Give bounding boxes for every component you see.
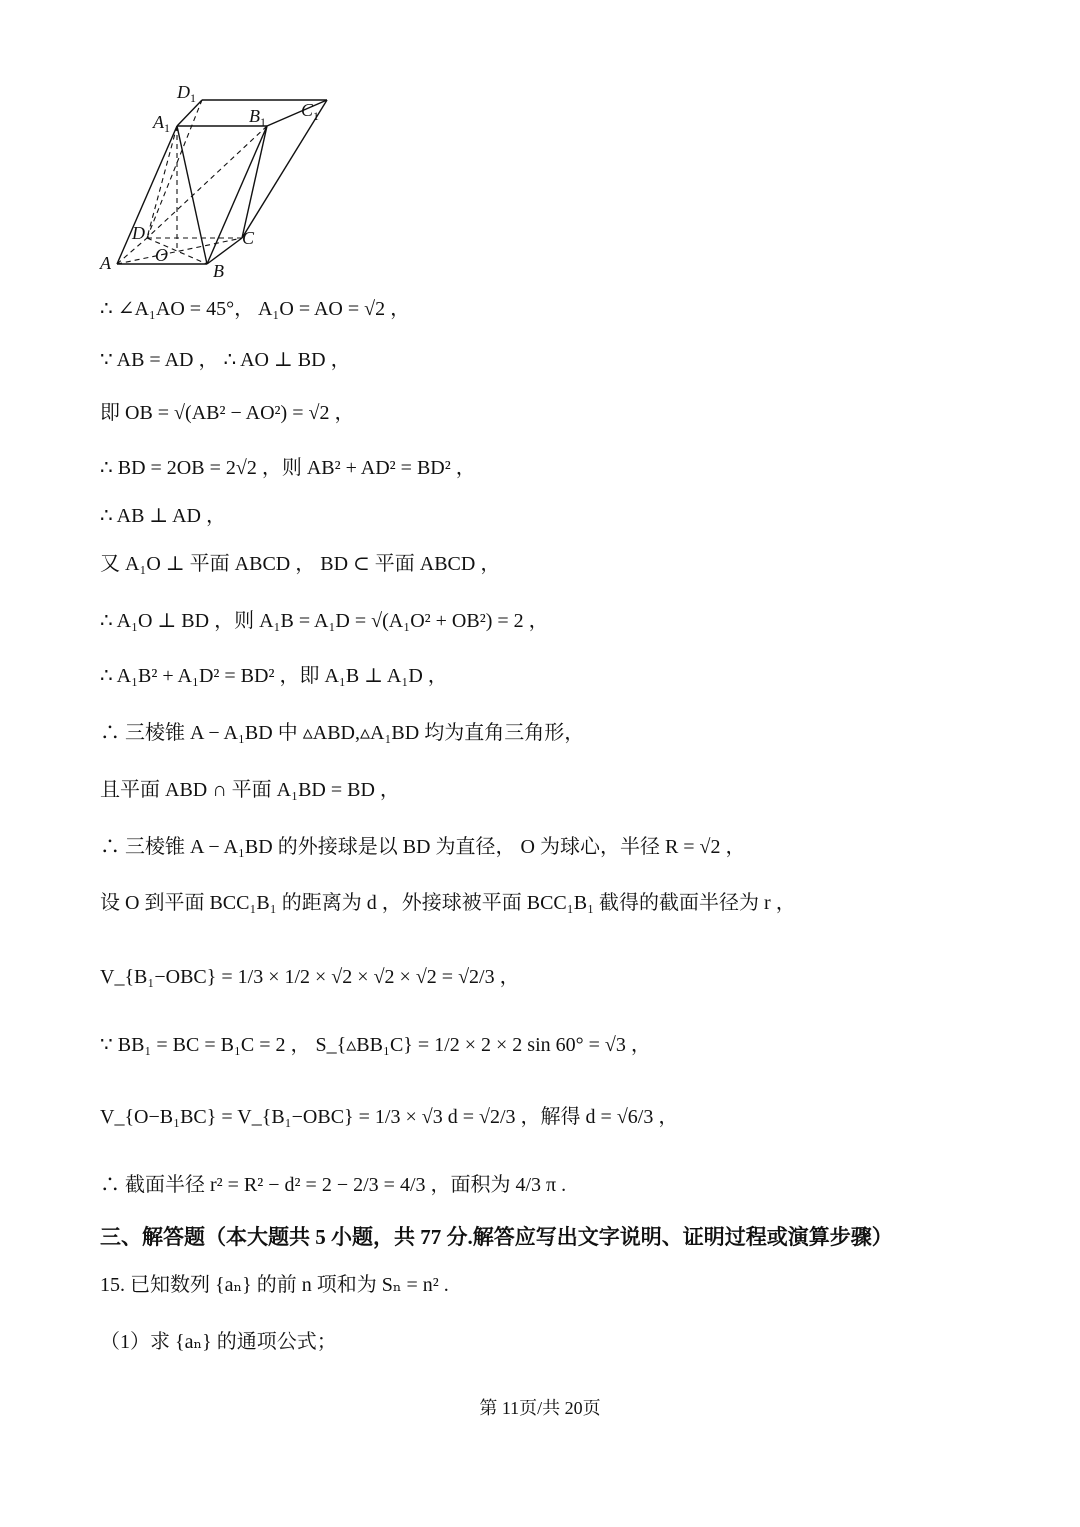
edge-b1-d: [147, 126, 267, 238]
solution-line-2: ∵ AB = AD ， ∴ AO ⊥ BD ，: [100, 349, 351, 371]
solution-line-8: ∴ A₁B² + A₁D² = BD² ，即 A₁B ⊥ A₁D ，: [100, 665, 448, 687]
edge-a1-b: [177, 126, 207, 264]
solution-line-6: 又 A₁O ⊥ 平面 ABCD ， BD ⊂ 平面 ABCD ，: [100, 553, 501, 575]
solution-line-10: 且平面 ABD ∩ 平面 A₁BD = BD ，: [100, 779, 400, 801]
label-a: A: [100, 253, 111, 273]
solution-line-5: ∴ AB ⊥ AD ，: [100, 505, 226, 527]
edge-b1-c: [242, 126, 267, 238]
edge-a-a1: [117, 126, 177, 264]
solution-line-9: ∴ 三棱锥 A − A₁BD 中 ▵ABD,▵A₁BD 均为直角三角形，: [100, 722, 585, 744]
label-c: C: [242, 228, 255, 248]
label-b: B: [213, 261, 224, 281]
solution-line-14: ∵ BB₁ = BC = B₁C = 2 ， S_{▵BB₁C} = 1/2 × 2 × 2 sin 60° = √3 ，: [100, 1034, 651, 1056]
section-heading: 三、解答题（本大题共 5 小题，共 77 分.解答应写出文字说明、证明过程或演算步骤）: [100, 1225, 893, 1249]
label-a1: $A_1$: [153, 112, 170, 135]
label-b1: $B_1$: [249, 106, 266, 129]
solution-line-7: ∴ A₁O ⊥ BD ，则 A₁B = A₁D = √(A₁O² + OB²) = 2 ，: [100, 610, 549, 632]
solution-line-1: ∴ ∠A₁AO = 45°， A₁O = AO = √2 ，: [100, 298, 411, 320]
solution-line-11: ∴ 三棱锥 A − A₁BD 的外接球是以 BD 为直径， O 为球心，半径 R = √2 ，: [100, 836, 746, 858]
solution-line-16: ∴ 截面半径 r² = R² − d² = 2 − 2/3 = 4/3 ，面积为 4/3 π .: [100, 1174, 567, 1196]
solution-line-13: V_{B₁−OBC} = 1/3 × 1/2 × √2 × √2 × √2 = √2/3 ，: [100, 966, 520, 988]
edge-a1-d: [147, 126, 177, 238]
label-o: O: [155, 245, 168, 265]
problem-statement: 15. 已知数列 {aₙ} 的前 n 项和为 Sₙ = n² .: [100, 1274, 449, 1296]
problem-part-1: （1）求 {aₙ} 的通项公式；: [100, 1331, 337, 1353]
solution-line-12: 设 O 到平面 BCC₁B₁ 的距离为 d ，外接球被平面 BCC₁B₁ 截得的截面半径为 r ，: [100, 892, 796, 914]
solution-line-15: V_{O−B₁BC} = V_{B₁−OBC} = 1/3 × √3 d = √2/3 ，解得 d = √6/3 ，: [100, 1106, 679, 1128]
label-c1: $C_1$: [301, 100, 320, 123]
solution-line-4: ∴ BD = 2OB = 2√2 ，则 AB² + AD² = BD² ，: [100, 457, 476, 479]
label-d: D: [132, 223, 145, 243]
page-footer: 第 11页/共 20页: [479, 1398, 601, 1418]
parallelepiped-figure: [95, 78, 355, 283]
solution-line-3: 即 OB = √(AB² − AO²) = √2 ，: [100, 402, 355, 424]
label-d1: $D_1$: [177, 82, 196, 105]
